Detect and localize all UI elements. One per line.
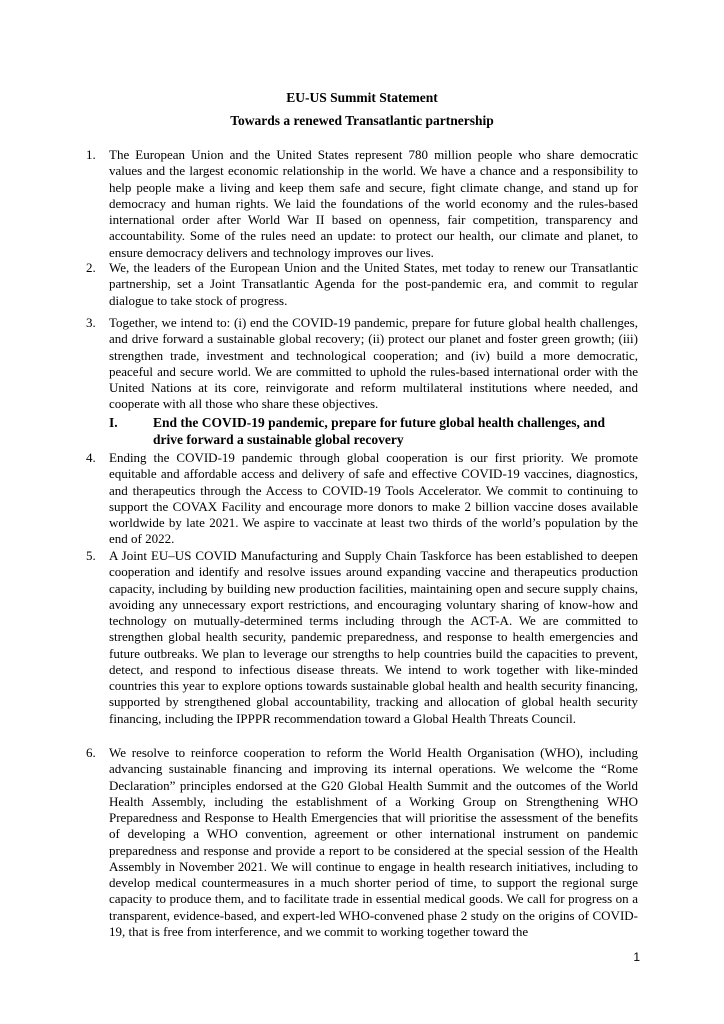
paragraph-text: Ending the COVID-19 pandemic through global cooperation is our first priority. We promote equitable and affordable access and delivery of safe and effective COVID-19 vaccines, diagnostics, and therapeutics through the Access to COVID-19 Tools Accelerator. We commit to continuing to support the COVAX Facility and encourage more donors to make 2 billion vaccine doses available worldwide by late 2021. We aspire to vaccinate at least two thirds of the world’s population by the end of 2022. <box>109 450 638 547</box>
paragraph-number: 2. <box>86 260 96 275</box>
paragraph-6 <box>86 745 638 940</box>
paragraph-text: The European Union and the United States represent 780 million people who share democratic values and the largest economic relationship in the world. We have a chance and a responsibility to help people make a living and keep them safe and secure, fight climate change, and stand up for democracy and human rights. We laid the foundations of the world economy and the rules-based international order after World War II based on openness, fair competition, transparency and accountability. Some of the rules need an update: to protect our health, our climate and planet, to ensure democracy delivers and technology improves our lives. <box>109 147 638 260</box>
page-number: 1 <box>633 950 640 964</box>
paragraph-5 <box>86 548 638 727</box>
paragraph-text: We resolve to reinforce cooperation to reform the World Health Organisation (WHO), including advancing sustainable financing and improving its internal operations. We welcome the “Rome Declaration” principles endorsed at the G20 Global Health Summit and the outcomes of the World Health Assembly, including the establishment of a Working Group on Strengthening WHO Preparedness and Response to Health Emergencies that will prioritise the assessment of the benefits of developing a WHO convention, agreement or other international instrument on pandemic preparedness and response and provide a report to be considered at the special session of the Health Assembly in November 2021. We will continue to engage in health research initiatives, including to develop medical countermeasures in a much shorter period of time, to support the regional surge capacity to produce them, and to facilitate trade in essential medical goods. We call for progress on a transparent, evidence-based, and expert-led WHO-convened phase 2 study on the origins of COVID-19, that is free from interference, and we commit to working together toward the <box>109 745 638 939</box>
paragraph-text: A Joint EU–US COVID Manufacturing and Supply Chain Taskforce has been established to deepen cooperation and identify and resolve issues around expanding vaccine and therapeutics production capacity, including by building new production facilities, maintaining open and secure supply chains, avoiding any unnecessary export restrictions, and encouraging voluntary sharing of know-how and technology on mutually-determined terms including through the ACT-A. We are committed to strengthen global health security, pandemic preparedness, and response to health emergencies and future outbreaks. We plan to leverage our strengths to help countries build the capacities to prevent, detect, and respond to infectious disease threats. We intend to work together with like-minded countries this year to explore options towards sustainable global health and health security financing, supported by strengthened global accountability, tracking and allocation of global health security financing, including the IPPPR recommendation toward a Global Health Threats Council. <box>109 548 638 726</box>
section-heading <box>86 414 638 448</box>
paragraph-number: 3. <box>86 315 96 330</box>
section-title: End the COVID-19 pandemic, prepare for future global health challenges, and drive forward a sustainable global recovery <box>153 415 606 447</box>
paragraph-number: 1. <box>86 147 96 162</box>
paragraph-text: We, the leaders of the European Union and the United States, met today to renew our Transatlantic partnership, set a Joint Transatlantic Agenda for the post-pandemic era, and commit to regular dialogue to take stock of progress. <box>109 260 638 308</box>
paragraph-text: Together, we intend to: (i) end the COVID-19 pandemic, prepare for future global health challenges, and drive forward a sustainable global recovery; (ii) protect our planet and foster green growth; (iii) strengthen trade, investment and technological cooperation; and (iv) build a more democratic, peaceful and secure world. We are committed to uphold the rules-based international order with the United Nations at its core, reinvigorate and reform multilateral institutions where needed, and cooperate with all those who share these objectives. <box>109 315 638 412</box>
paragraph-number: 4. <box>86 450 96 465</box>
section-number: I. <box>109 415 118 430</box>
document-subtitle: Towards a renewed Transatlantic partnership <box>230 113 494 128</box>
paragraph-number: 6. <box>86 745 96 760</box>
document-title: EU-US Summit Statement <box>286 90 438 105</box>
paragraph-4 <box>86 450 638 548</box>
paragraph-2 <box>86 260 638 309</box>
paragraph-3 <box>86 315 638 413</box>
paragraph-1 <box>86 147 638 261</box>
paragraph-number: 5. <box>86 548 96 563</box>
